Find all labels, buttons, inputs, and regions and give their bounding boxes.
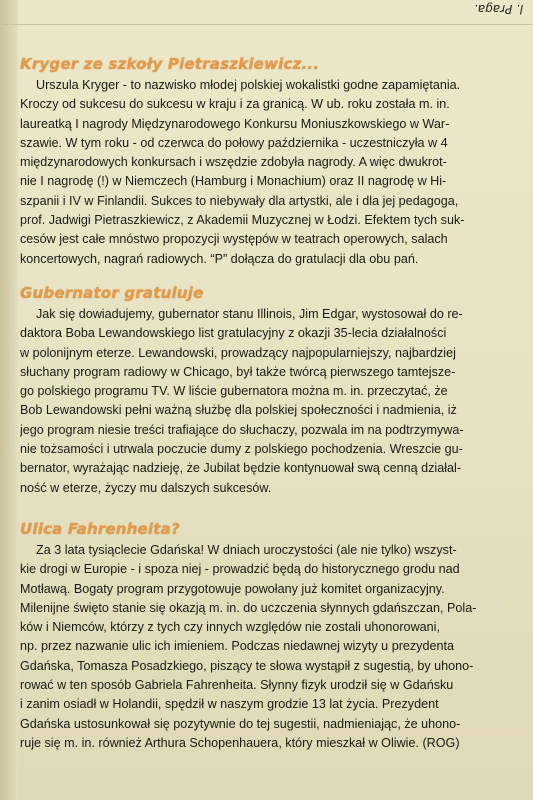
article-title: Ulica Fahrenheita? — [20, 520, 180, 538]
article-fahrenheit — [20, 519, 524, 753]
body-line: laureatką I nagrody Międzynarodowego Konkursu Moniuszkowskiego w War- — [20, 116, 450, 131]
article-gubernator — [20, 283, 524, 498]
article-kryger — [20, 54, 524, 269]
body-line: Milenijne święto stanie się okazją m. in. do uczczenia słynnych gdańszczan, Pola- — [20, 600, 477, 615]
running-head: l. Praga. — [473, 2, 523, 16]
body-line: Urszula Kryger - to nazwisko młodej polskiej wokalistki godne zapamiętania. — [36, 78, 461, 92]
body-line: Bob Lewandowski pełni ważną służbę dla polskiej społeczności i nadmienia, iż — [20, 403, 457, 418]
article-body — [20, 305, 524, 498]
body-line: cesów jest całe mnóstwo propozycji występów w teatrach operowych, salach — [20, 232, 448, 247]
body-line: kie drogi w Europie - i spoza niej - prowadzić będą do historycznego grodu nad — [20, 562, 460, 577]
body-line: nie I nagrodę (!) w Niemczech (Hamburg i Monachium) oraz II nagrodę w Hi- — [20, 174, 447, 189]
body-line: jego program niesie treści trafiające do słuchaczy, pozwala im na podtrzymywa- — [20, 422, 464, 437]
article-body — [20, 541, 524, 753]
body-line: Gdańska ustosunkował się pozytywnie do tej sugestii, nadmieniając, że uhono- — [20, 716, 461, 731]
article-title: Kryger ze szkoły Pietraszkiewicz... — [20, 55, 320, 73]
body-line: Motławą. Bogaty program przygotowuje powołany już komitet organizacyjny. — [20, 581, 445, 596]
body-line: ność w eterze, życzy mu dalszych sukcesów. — [20, 480, 272, 495]
body-line: np. przez nazwanie ulic ich imieniem. Podczas niedawnej wizyty u prezydenta — [20, 639, 454, 654]
body-line: Kroczy od sukcesu do sukcesu w kraju i za granicą. W ub. roku została m. in. — [20, 97, 450, 112]
article-title: Gubernator gratuluje — [20, 284, 204, 302]
body-line: ruje się m. in. również Arthura Schopenhauera, który mieszkał w Oliwie. (ROG) — [20, 735, 460, 750]
body-line: nie tożsamości i utrwala poczucie dumy z polskiego pochodzenia. Wreszcie gu- — [20, 442, 463, 457]
body-line: Za 3 lata tysiąclecie Gdańska! W dniach uroczystości (ale nie tylko) wszyst- — [36, 543, 457, 557]
article-body — [20, 76, 524, 269]
side-strip — [0, 0, 18, 800]
side-column-label: MOSTY ZAMIAST MUROW — [2, 283, 12, 450]
body-line: rować w ten sposób Gabriela Fahrenheita. Słynny fizyk urodził się w Gdańsku — [20, 678, 454, 693]
page-header — [0, 0, 533, 25]
body-line: w polonijnym eterze. Lewandowski, prowadzący najpopularniejszy, najbardziej — [20, 345, 456, 360]
body-line: międzynarodowych konkursach i wszędzie zdobyła nagrody. A więc dwukrot- — [20, 155, 447, 170]
body-line: daktora Boba Lewandowskiego list gratulacyjny z okazji 35-lecia działalności — [20, 326, 447, 341]
body-line: bernator, wyrażając nadzieję, że Jubilat będzie kontynuował swą cenną działal- — [20, 461, 462, 476]
body-line: Jak się dowiadujemy, gubernator stanu Illinois, Jim Edgar, wystosował do re- — [36, 307, 463, 321]
body-line: prof. Jadwigi Pietraszkiewicz, z Akademii Muzycznej w Łodzi. Efektem tych suk- — [20, 213, 465, 228]
body-line: ków i Niemców, którzy z tych czy innych względów nie zostali uhonorowani, — [20, 620, 440, 635]
body-line: szawie. W tym roku - od czerwca do połowy października - uczestniczyła w 4 — [20, 135, 448, 150]
body-line: szpanii i IV w Finlandii. Sukces to niebywały dla artystki, ale i dla jej pedagoga, — [20, 193, 459, 208]
body-line: Gdańska, Tomasza Posadzkiego, piszący te słowa wystąpił z sugestią, by uhono- — [20, 658, 474, 673]
body-line: i zanim osiadł w Holandii, spędził w naszym grodzie 13 lat życia. Prezydent — [20, 697, 439, 712]
body-line: go polskiego programu TV. W liście gubernatora można m. in. przeczytać, że — [20, 384, 448, 399]
body-line: słuchany program radiowy w Chicago, był także twórcą pierwszego tamtejsze- — [20, 364, 456, 379]
body-line: koncertowych, nagrań radiowych. “P” dołącza do gratulacji dla obu pań. — [20, 251, 419, 266]
